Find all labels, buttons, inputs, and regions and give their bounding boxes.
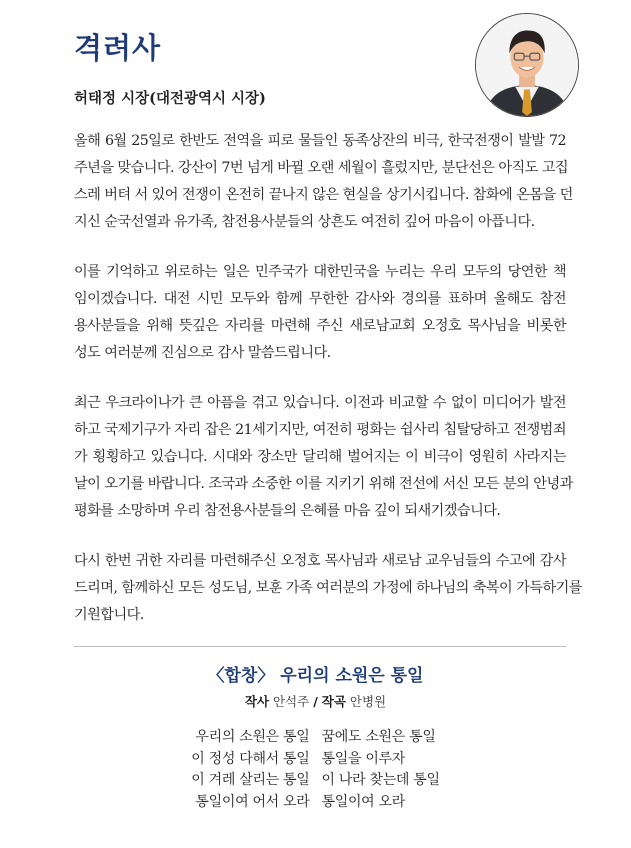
text-line: 스레 버텨 서 있어 전쟁이 온전히 끝나지 않은 현실을 상기시킵니다. 참화에 온몸을 던 — [74, 187, 573, 203]
text-line: 평화를 소망하며 우리 참전용사분들의 은혜를 마음 깊이 되새기겠습니다. — [74, 503, 501, 519]
lyric-line: 통일이여 어서 오라 — [195, 793, 310, 810]
lyric-line: 통일을 이루자 — [321, 750, 405, 767]
lyric-line: 통일이여 오라 — [321, 793, 405, 810]
lyric-line: 이 나라 찾는데 통일 — [321, 772, 440, 788]
song-lyrics — [0, 727, 631, 813]
lyrics-right-column — [322, 727, 440, 813]
text-line: 지신 순국선열과 유가족, 참전용사분들의 상흔도 여전히 깊어 마음이 아픕니다. — [74, 214, 535, 230]
text-line: 주년을 맞습니다. 강산이 7번 넘게 바뀔 오랜 세월이 흘렀지만, 분단선은 아직도 고집 — [74, 160, 569, 176]
text-line: 날이 오기를 바랍니다. 조국과 소중한 이를 지키기 위해 전선에 서신 모든 분의 안녕과 — [74, 476, 573, 492]
song-credits — [0, 692, 631, 710]
section-divider — [74, 646, 566, 647]
text-line: 기원합니다. — [74, 607, 144, 623]
page-title: 격려사 — [74, 31, 162, 65]
text-line: 드리며, 함께하신 모든 성도님, 보훈 가족 여러분의 가정에 하나님의 축복이 가득하기를 — [74, 580, 582, 596]
text-line: 최근 우크라이나가 큰 아픔을 겪고 있습니다. 이전과 비교할 수 없이 미디어가 발전 — [74, 395, 566, 411]
text-line: 용사분들을 위해 뜻깊은 자리를 마련해 주신 새로남교회 오정호 목사님을 비롯한 — [74, 318, 566, 334]
text-line: 이를 기억하고 위로하는 일은 민주국가 대한민국을 누리는 우리 모두의 당연한 책 — [74, 264, 566, 280]
song-title: 〈합창〉 우리의 소원은 통일 — [207, 666, 424, 686]
text-line: 임이겠습니다. 대전 시민 모두와 함께 무한한 감사와 경의를 표하며 올해도 참전 — [74, 291, 566, 307]
author-name: 허태정 시장(대전광역시 시장) — [74, 90, 266, 107]
person-portrait-icon — [475, 13, 579, 117]
speech-body — [74, 128, 582, 652]
lyric-line: 꿈에도 소원은 통일 — [321, 729, 436, 745]
text-line: 하고 국제기구가 자리 잡은 21세기지만, 여전히 평화는 쉽사리 침탈당하고 전쟁범죄 — [74, 422, 566, 438]
composer-label: 작곡 — [321, 694, 346, 709]
lyricist-label: 작사 — [244, 694, 269, 709]
lyric-line: 이 겨레 살리는 통일 — [191, 772, 310, 788]
lyric-line: 우리의 소원은 통일 — [195, 729, 310, 745]
lyrics-left-column — [191, 727, 309, 813]
lyricist-name: 안석주 — [272, 694, 310, 709]
text-line: 가 횡횡하고 있습니다. 시대와 장소만 달리해 벌어지는 이 비극이 영원히 사라지는 — [74, 449, 566, 465]
paragraph — [74, 128, 573, 236]
text-line: 다시 한번 귀한 자리를 마련해주신 오정호 목사님과 새로남 교우님들의 수고에 감사 — [74, 553, 566, 569]
lyric-line: 이 정성 다해서 통일 — [191, 750, 310, 767]
paragraph — [74, 259, 566, 367]
credits-separator: / — [313, 694, 318, 709]
paragraph — [74, 548, 582, 629]
text-line: 올해 6월 25일로 한반도 전역을 피로 물들인 동족상잔의 비극, 한국전쟁이 발발 72 — [74, 133, 566, 149]
paragraph — [74, 390, 573, 525]
composer-name: 안병원 — [349, 694, 387, 709]
text-line: 성도 여러분께 진심으로 감사 말씀드립니다. — [74, 345, 331, 361]
